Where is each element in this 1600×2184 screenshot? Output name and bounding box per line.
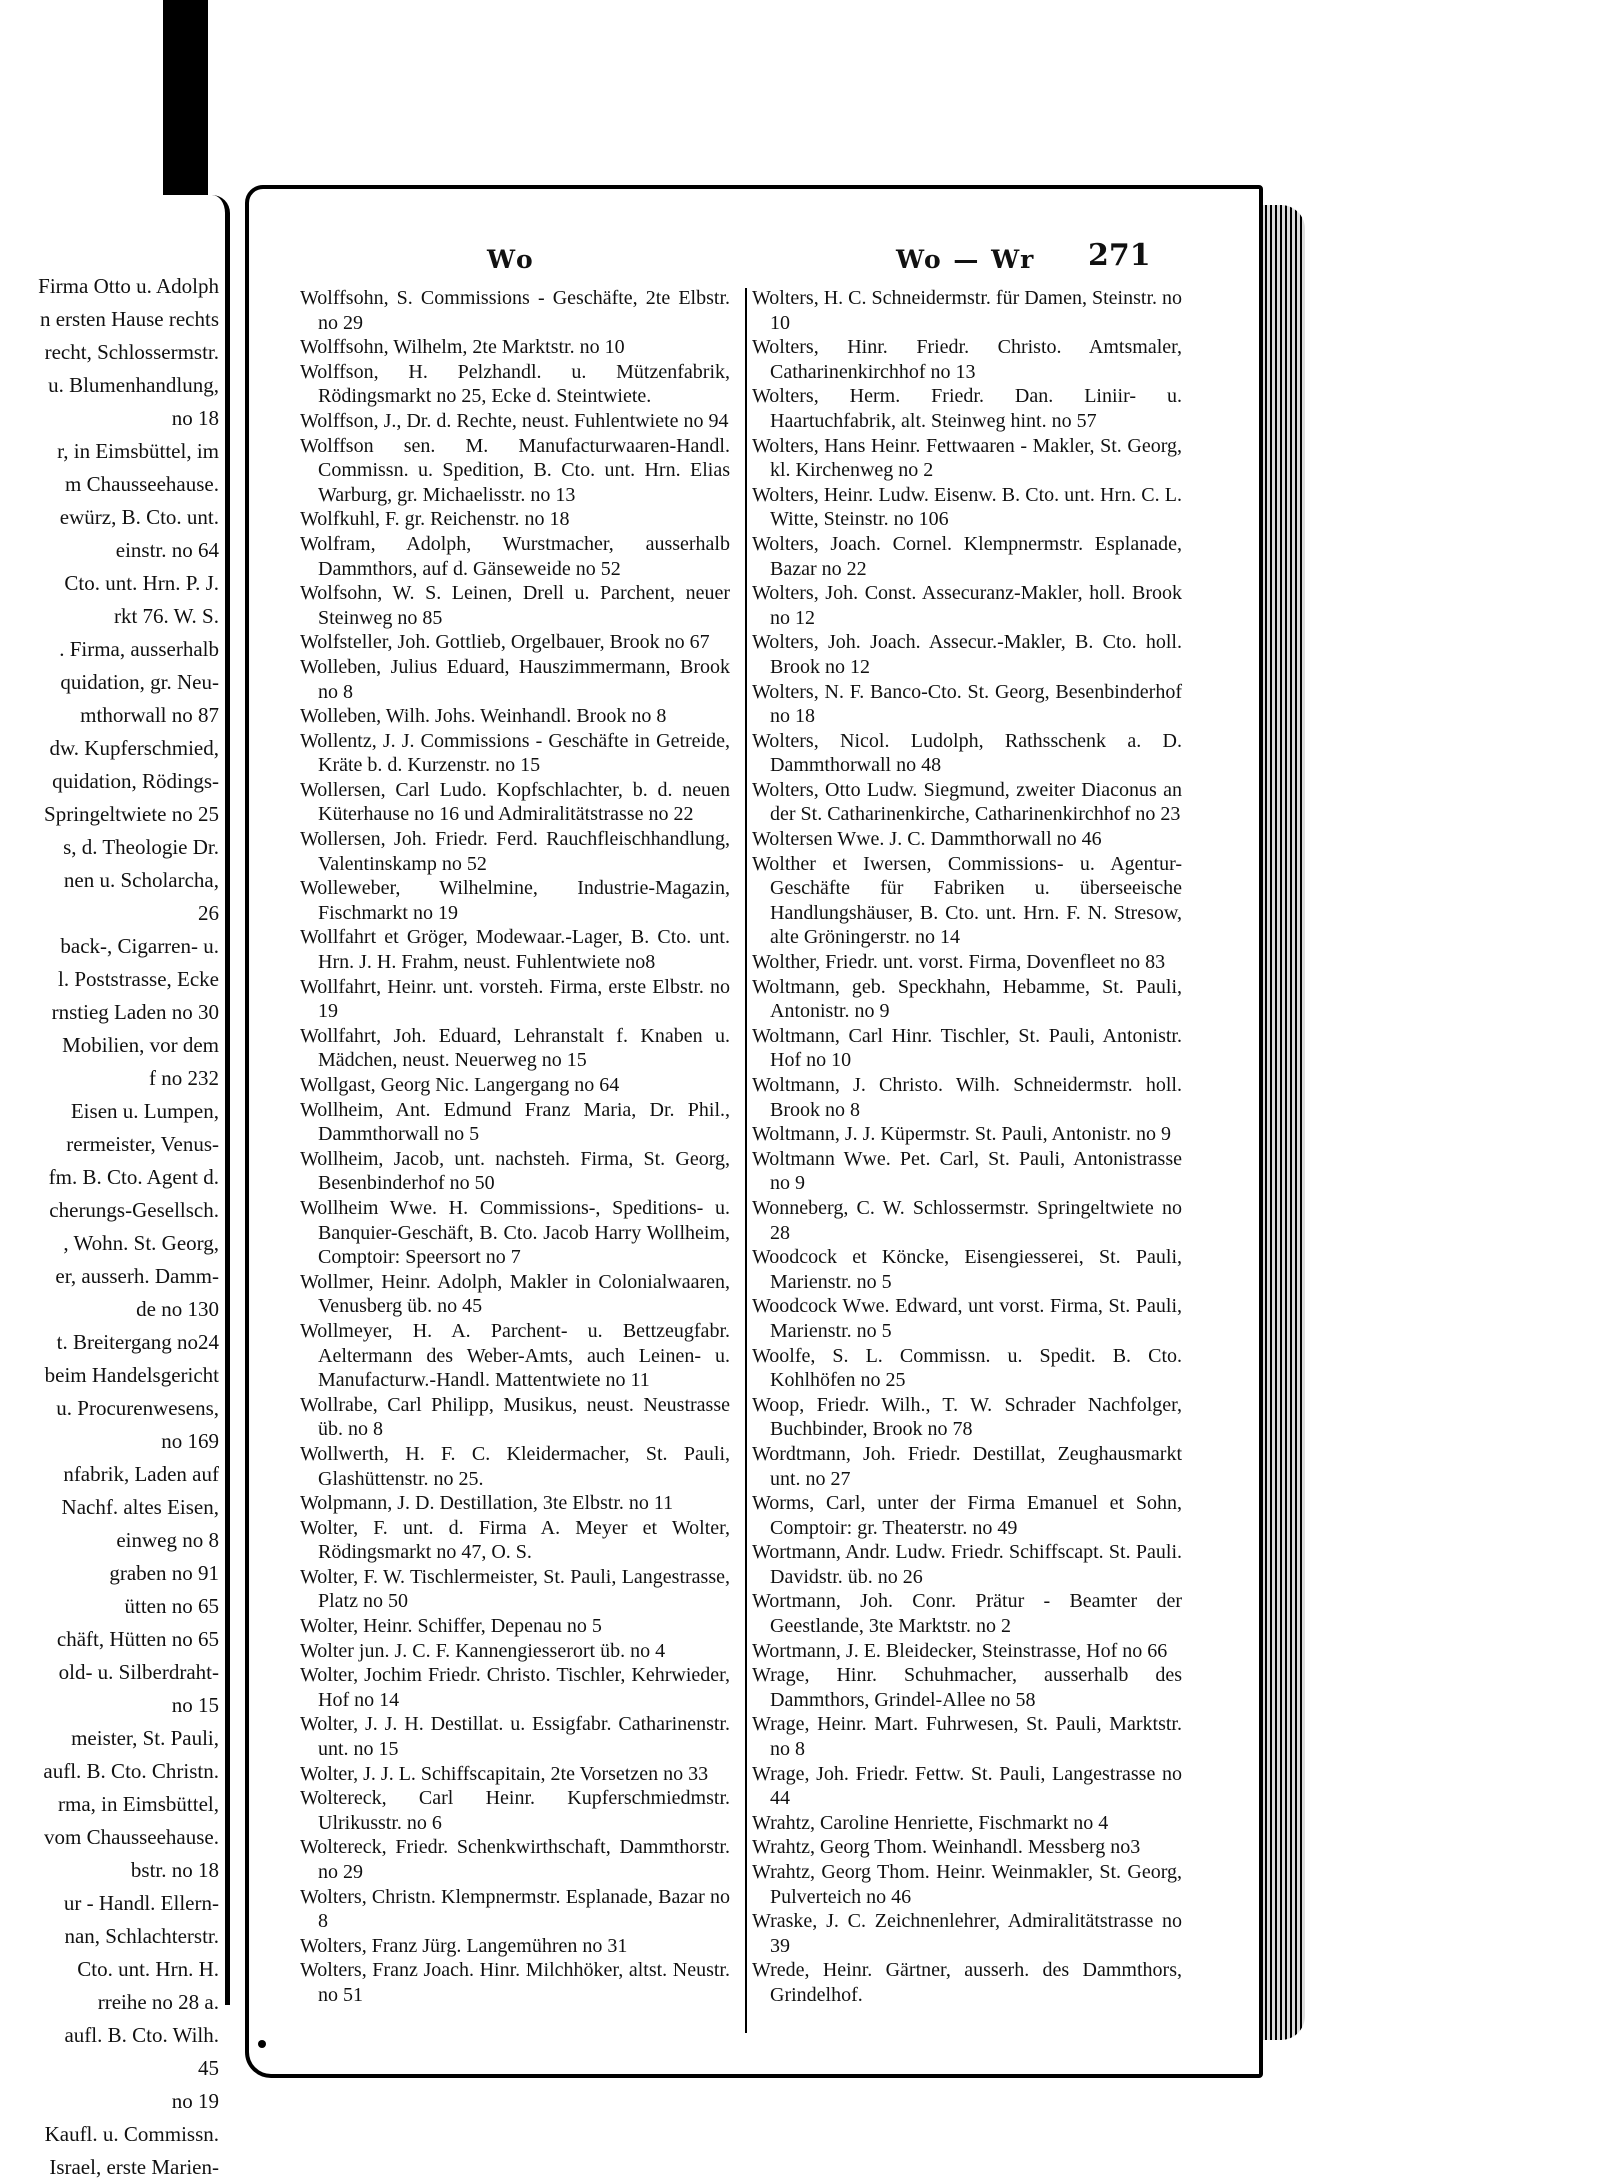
directory-entry: Wolters, Hinr. Friedr. Christo. Amtsmaler, Catharinenkirchhof no 13 xyxy=(752,336,1182,383)
directory-entry: Wolffson sen. M. Manufacturwaaren-Handl. Commissn. u. Spedition, B. Cto. unt. Hrn. Elias Warburg, gr. Michaelisstr. no 13 xyxy=(300,434,730,506)
directory-entry: Woltersen Wwe. J. C. Dammthorwall no 46 xyxy=(752,828,1102,851)
directory-entry: Wolter, F. unt. d. Firma A. Meyer et Wolter, Rödingsmarkt no 47, O. S. xyxy=(300,1516,730,1564)
page-number: 271 xyxy=(1088,238,1151,273)
left-page-line: no 169 xyxy=(161,1429,219,1453)
left-page-line: old- u. Silberdraht- xyxy=(58,1660,219,1684)
directory-entry: Wollwerth, H. F. C. Kleidermacher, St. Pauli, Glashüttenstr. no 25. xyxy=(300,1442,730,1490)
left-page-line: l. Poststrasse, Ecke xyxy=(58,967,219,991)
directory-entry: Wolters, Christn. Klempnermstr. Esplanade, Bazar no 8 xyxy=(300,1885,730,1933)
left-page-line: n ersten Hause rechts xyxy=(39,307,219,331)
directory-entry: Wolters, N. F. Banco-Cto. St. Georg, Besenbinderhof no 18 xyxy=(752,680,1182,728)
directory-entry: Wonneberg, C. W. Schlossermstr. Springeltwiete no 28 xyxy=(752,1196,1182,1244)
directory-entry: Wrage, Hinr. Schuhmacher, ausserhalb des Dammthors, Grindel-Allee no 58 xyxy=(752,1664,1182,1711)
left-page-line: quidation, gr. Neu- xyxy=(60,670,219,694)
left-page-line: dw. Kupferschmied, xyxy=(49,736,219,760)
directory-entry: Woodcock Wwe. Edward, unt vorst. Firma, St. Pauli, Marienstr. no 5 xyxy=(752,1295,1182,1342)
directory-entry: Wolter, Jochim Friedr. Christo. Tischler, Kehrwieder, Hof no 14 xyxy=(300,1664,730,1711)
directory-entry: Wollgast, Georg Nic. Langergang no 64 xyxy=(300,1074,620,1096)
directory-entry: Wollfahrt, Heinr. unt. vorsteh. Firma, erste Elbstr. no 19 xyxy=(300,975,730,1023)
directory-entry: Wolffson, H. Pelzhandl. u. Mützenfabrik, Rödingsmarkt no 25, Ecke d. Steintwiete. xyxy=(300,360,730,408)
left-page-line: aufl. B. Cto. Christn. xyxy=(43,1759,219,1783)
directory-entry: Woop, Friedr. Wilh., T. W. Schrader Nachfolger, Buchbinder, Brook no 78 xyxy=(752,1393,1182,1441)
directory-entry: Wollfahrt, Joh. Eduard, Lehranstalt f. Knaben u. Mädchen, neust. Neuerweg no 15 xyxy=(300,1024,730,1072)
left-page-line: , Wohn. St. Georg, xyxy=(63,1231,219,1255)
left-page-line: ütten no 65 xyxy=(124,1594,219,1618)
directory-entry: Wolters, Joh. Const. Assecuranz-Makler, holl. Brook no 12 xyxy=(752,582,1182,629)
left-page-line: Nachf. altes Eisen, xyxy=(61,1495,219,1519)
book-spine xyxy=(163,0,208,205)
directory-entry: Wollheim Wwe. H. Commissions-, Speditions- u. Banquier-Geschäft, B. Cto. Jacob Harry Wollheim, Comptoir: Speersort no 7 xyxy=(300,1196,730,1269)
directory-entry: Wolter jun. J. C. F. Kannengiesserort üb. no 4 xyxy=(300,1639,666,1662)
left-page-line: beim Handelsgericht xyxy=(44,1363,219,1387)
left-page-line: 26 xyxy=(198,901,219,925)
directory-entry: Wolters, Hans Heinr. Fettwaaren - Makler, St. Georg, kl. Kirchenweg no 2 xyxy=(752,434,1182,482)
left-page-line: ewürz, B. Cto. unt. xyxy=(59,505,219,529)
directory-entry: Wolfsohn, W. S. Leinen, Drell u. Parchent, neuer Steinweg no 85 xyxy=(300,582,730,629)
directory-entry: Wollrabe, Carl Philipp, Musikus, neust. Neustrasse üb. no 8 xyxy=(300,1393,730,1441)
directory-entry: Wortmann, J. E. Bleidecker, Steinstrasse, Hof no 66 xyxy=(752,1639,1168,1662)
directory-entry: Wolter, Heinr. Schiffer, Depenau no 5 xyxy=(300,1615,602,1638)
left-page-line: ur - Handl. Ellern- xyxy=(63,1891,219,1915)
left-page-line: fm. B. Cto. Agent d. xyxy=(48,1165,219,1189)
left-page-line: u. Procurenwesens, xyxy=(56,1396,219,1420)
directory-entry: Wolpmann, J. D. Destillation, 3te Elbstr. no 11 xyxy=(300,1492,674,1515)
left-page-line: de no 130 xyxy=(136,1297,219,1321)
left-page-line: Mobilien, vor dem xyxy=(62,1033,219,1057)
directory-entry: Wolther, Friedr. unt. vorst. Firma, Dovenfleet no 83 xyxy=(752,951,1166,974)
directory-entry: Woltmann, geb. Speckhahn, Hebamme, St. Pauli, Antonistr. no 9 xyxy=(752,975,1182,1023)
left-page-line: einweg no 8 xyxy=(116,1528,219,1552)
directory-entry: Woodcock et Köncke, Eisengiesserei, St. Pauli, Marienstr. no 5 xyxy=(752,1246,1182,1293)
left-page xyxy=(0,195,230,2179)
directory-entry: Wollmeyer, H. A. Parchent- u. Bettzeugfabr. Aeltermann des Weber-Amts, auch Leinen- u. Manufacturw.-Handl. Mattentwiete no 11 xyxy=(300,1319,730,1392)
left-page-line: recht, Schlossermstr. xyxy=(44,340,219,364)
directory-entry: Wolfram, Adolph, Wurstmacher, ausserhalb Dammthors, auf d. Gänseweide no 52 xyxy=(300,532,730,580)
left-page-line: u. Blumenhandlung, xyxy=(48,373,219,397)
left-page-text xyxy=(0,270,219,2184)
left-page-line: graben no 91 xyxy=(109,1561,219,1585)
left-page-line: Springeltwiete no 25 xyxy=(44,802,219,826)
left-page-line: no 19 xyxy=(171,2089,219,2113)
left-page-line: meister, St. Pauli, xyxy=(71,1726,219,1750)
left-page-line: s, d. Theologie Dr. xyxy=(63,835,219,859)
directory-entry: Wolters, Otto Ludw. Siegmund, zweiter Diaconus an der St. Catharinenkirche, Catharinenkirchhof no 23 xyxy=(752,778,1182,826)
directory-entry: Wolter, F. W. Tischlermeister, St. Pauli, Langestrasse, Platz no 50 xyxy=(300,1565,730,1613)
directory-entry: Woltereck, Carl Heinr. Kupferschmiedmstr. Ulrikusstr. no 6 xyxy=(300,1787,730,1834)
directory-entry: Wrahtz, Georg Thom. Weinhandl. Messberg no3 xyxy=(752,1836,1141,1859)
directory-entry: Wollersen, Joh. Friedr. Ferd. Rauchfleischhandlung, Valentinskamp no 52 xyxy=(300,828,730,875)
left-page-line: rma, in Eimsbüttel, xyxy=(58,1792,219,1816)
column-divider xyxy=(745,288,747,2033)
left-page-line: Firma Otto u. Adolph xyxy=(38,274,219,298)
left-page-line: rkt 76. W. S. xyxy=(113,604,219,628)
directory-entry: Worms, Carl, unter der Firma Emanuel et Sohn, Comptoir: gr. Theaterstr. no 49 xyxy=(752,1492,1182,1539)
directory-entry: Wolfsteller, Joh. Gottlieb, Orgelbauer, Brook no 67 xyxy=(300,631,710,654)
left-page-line: r, in Eimsbüttel, im xyxy=(57,439,219,463)
directory-entry: Wollmer, Heinr. Adolph, Makler in Colonialwaaren, Venusberg üb. no 45 xyxy=(300,1270,730,1318)
running-head-left: Wo xyxy=(487,245,536,274)
directory-entry: Wolleben, Julius Eduard, Hauszimmermann, Brook no 8 xyxy=(300,655,730,703)
directory-entry: Wortmann, Andr. Ludw. Friedr. Schiffscapt. St. Pauli. Davidstr. üb. no 26 xyxy=(752,1541,1182,1588)
print-mark xyxy=(258,2040,266,2048)
left-page-line: 45 xyxy=(198,2056,219,2080)
directory-entry: Wolters, H. C. Schneidermstr. für Damen, Steinstr. no 10 xyxy=(752,287,1182,334)
directory-entry: Wolters, Franz Joach. Hinr. Milchhöker, altst. Neustr. no 51 xyxy=(300,1959,730,2006)
directory-entry: Wortmann, Joh. Conr. Prätur - Beamter der Geestlande, 3te Marktstr. no 2 xyxy=(752,1590,1182,1638)
running-head-right: Wo — Wr xyxy=(896,245,1036,274)
directory-entry: Wolter, J. J. H. Destillat. u. Essigfabr. Catharinenstr. unt. no 15 xyxy=(300,1713,730,1761)
left-page-line: rermeister, Venus- xyxy=(66,1132,219,1156)
left-page-line: . Firma, ausserhalb xyxy=(59,637,219,661)
directory-entry: Wollheim, Jacob, unt. nachsteh. Firma, St. Georg, Besenbinderhof no 50 xyxy=(300,1147,730,1195)
left-page-line: nan, Schlachterstr. xyxy=(64,1924,219,1948)
directory-entry: Wolters, Joh. Joach. Assecur.-Makler, B. Cto. holl. Brook no 12 xyxy=(752,631,1182,678)
directory-entry: Wrahtz, Georg Thom. Heinr. Weinmakler, St. Georg, Pulverteich no 46 xyxy=(752,1861,1182,1908)
directory-entry: Wolther et Iwersen, Commissions- u. Agentur-Geschäfte für Fabriken u. überseeische Handlungshäuser, B. Cto. unt. Hrn. F. N. Stresow, alte Gröningerstr. no 14 xyxy=(752,852,1182,949)
directory-entry: Woltmann, Carl Hinr. Tischler, St. Pauli, Antonistr. Hof no 10 xyxy=(752,1024,1182,1072)
left-page-line: vom Chausseehause. xyxy=(44,1825,219,1849)
left-page-line: Kaufl. u. Commissn. xyxy=(44,2122,219,2146)
directory-entry: Wraske, J. C. Zeichnenlehrer, Admiralitätstrasse no 39 xyxy=(752,1910,1182,1957)
directory-entry: Woltmann Wwe. Pet. Carl, St. Pauli, Antonistrasse no 9 xyxy=(752,1147,1182,1195)
directory-entry: Wollfahrt et Gröger, Modewaar.-Lager, B. Cto. unt. Hrn. J. H. Frahm, neust. Fuhlentwiete no8 xyxy=(300,926,730,974)
left-page-line: er, ausserh. Damm- xyxy=(55,1264,219,1288)
directory-entry: Wolleben, Wilh. Johs. Weinhandl. Brook no 8 xyxy=(300,705,667,728)
left-page-line: back-, Cigarren- u. xyxy=(60,934,219,958)
directory-entry: Wolters, Joach. Cornel. Klempnermstr. Esplanade, Bazar no 22 xyxy=(752,532,1182,580)
directory-entry: Wolters, Heinr. Ludw. Eisenw. B. Cto. unt. Hrn. C. L. Witte, Steinstr. no 106 xyxy=(752,483,1182,531)
left-page-line: m Chausseehause. xyxy=(65,472,219,496)
directory-entry: Wolffson, J., Dr. d. Rechte, neust. Fuhlentwiete no 94 xyxy=(300,409,729,432)
directory-entry: Wolleweber, Wilhelmine, Industrie-Magazin, Fischmarkt no 19 xyxy=(300,877,730,924)
left-page-line: t. Breitergang no24 xyxy=(56,1330,219,1354)
left-page-line: chäft, Hütten no 65 xyxy=(56,1627,219,1651)
left-page-line: cherungs-Gesellsch. xyxy=(49,1198,219,1222)
directory-entry: Woolfe, S. L. Commissn. u. Spedit. B. Cto. Kohlhöfen no 25 xyxy=(752,1344,1182,1392)
directory-entry: Woltmann, J. Christo. Wilh. Schneidermstr. holl. Brook no 8 xyxy=(752,1074,1182,1121)
directory-entry: Wrede, Heinr. Gärtner, ausserh. des Dammthors, Grindelhof. xyxy=(752,1959,1182,2006)
left-page-line: Cto. unt. Hrn. P. J. xyxy=(64,571,219,595)
directory-entry: Wolter, J. J. L. Schiffscapitain, 2te Vorsetzen no 33 xyxy=(300,1762,709,1785)
left-page-line: mthorwall no 87 xyxy=(80,703,219,727)
left-page-line: aufl. B. Cto. Wilh. xyxy=(64,2023,219,2047)
directory-entry: Wolffsohn, Wilhelm, 2te Marktstr. no 10 xyxy=(300,336,625,359)
directory-entry: Wollentz, J. J. Commissions - Geschäfte in Getreide, Kräte b. d. Kurzenstr. no 15 xyxy=(300,729,730,777)
left-page-line: bstr. no 18 xyxy=(130,1858,219,1882)
directory-entry: Wrahtz, Caroline Henriette, Fischmarkt no 4 xyxy=(752,1811,1109,1834)
directory-entry: Wolfkuhl, F. gr. Reichenstr. no 18 xyxy=(300,508,570,531)
left-page-line: f no 232 xyxy=(149,1066,219,1090)
directory-entry: Woltereck, Friedr. Schenkwirthschaft, Dammthorstr. no 29 xyxy=(300,1836,730,1883)
left-page-line: Israel, erste Marien- xyxy=(49,2155,219,2179)
directory-entry: Woltmann, J. J. Küpermstr. St. Pauli, Antonistr. no 9 xyxy=(752,1123,1171,1146)
directory-column-left xyxy=(300,286,730,2008)
left-page-line: rnstieg Laden no 30 xyxy=(51,1000,219,1024)
left-page-line: nen u. Scholarcha, xyxy=(63,868,219,892)
directory-entry: Wrage, Joh. Friedr. Fettw. St. Pauli, Langestrasse no 44 xyxy=(752,1762,1182,1810)
directory-entry: Wolffsohn, S. Commissions - Geschäfte, 2te Elbstr. no 29 xyxy=(300,287,730,334)
directory-entry: Wrage, Heinr. Mart. Fuhrwesen, St. Pauli, Marktstr. no 8 xyxy=(752,1713,1182,1761)
left-page-line: Cto. unt. Hrn. H. xyxy=(77,1957,219,1981)
left-page-line: no 15 xyxy=(171,1693,219,1717)
directory-entry: Wordtmann, Joh. Friedr. Destillat, Zeughausmarkt unt. no 27 xyxy=(752,1442,1182,1490)
left-page-line: nfabrik, Laden auf xyxy=(63,1462,219,1486)
left-page-line: einstr. no 64 xyxy=(115,538,219,562)
directory-entry: Wollersen, Carl Ludo. Kopfschlachter, b. d. neuen Küterhause no 16 und Admiralitätstrasse no 22 xyxy=(300,778,730,826)
left-page-line: no 18 xyxy=(171,406,219,430)
left-page-line: rreihe no 28 a. xyxy=(97,1990,219,2014)
directory-entry: Wollheim, Ant. Edmund Franz Maria, Dr. Phil., Dammthorwall no 5 xyxy=(300,1098,730,1146)
directory-entry: Wolters, Franz Jürg. Langemühren no 31 xyxy=(300,1934,628,1957)
left-page-line: quidation, Rödings- xyxy=(52,769,219,793)
directory-entry: Wolters, Herm. Friedr. Dan. Liniir- u. Haartuchfabrik, alt. Steinweg hint. no 57 xyxy=(752,385,1182,432)
directory-column-right xyxy=(752,286,1182,2008)
left-page-line: Eisen u. Lumpen, xyxy=(70,1099,219,1123)
directory-entry: Wolters, Nicol. Ludolph, Rathsschenk a. D. Dammthorwall no 48 xyxy=(752,729,1182,777)
